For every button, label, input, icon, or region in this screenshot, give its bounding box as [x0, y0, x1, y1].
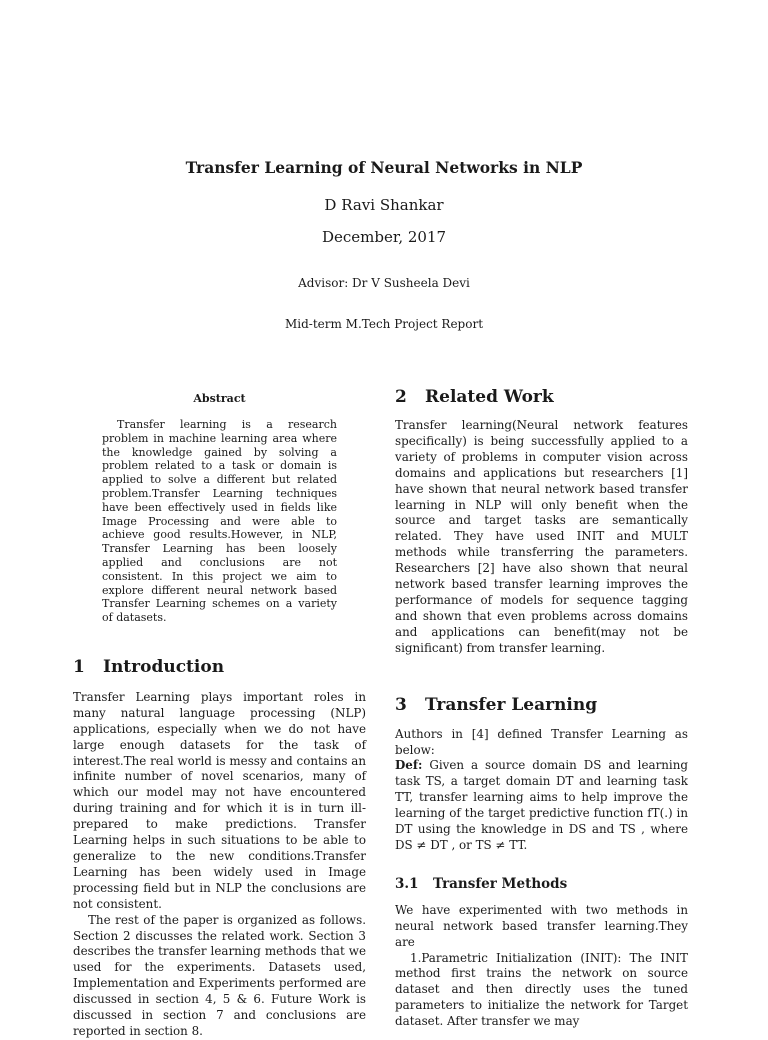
section-number: 3	[395, 694, 407, 715]
section-title: Transfer Learning	[425, 694, 598, 715]
transfer-learning-intro: Authors in [4] defined Transfer Learning as below:	[395, 726, 688, 757]
abstract-text: Transfer learning is a research problem in machine learning area where the knowledge gained by solving a problem related to a task or domain is applied to solve a different but related problem.Transfer Learning techniques have been effectively used in fields like Image Processing and were able to achieve good results.However, in NLP, Transfer Learning has been loosely applied and conclusions are not consistent. In this project we aim to explore different neural network based Transfer Learning schemes on a variety of datasets.	[102, 418, 337, 625]
left-column	[73, 392, 366, 1040]
section-number: 1	[73, 656, 85, 677]
definition-label: Def:	[395, 758, 423, 773]
abstract	[73, 392, 366, 625]
paper-title: Transfer Learning of Neural Networks in NLP	[185, 158, 583, 177]
subsection-title: Transfer Methods	[433, 875, 568, 892]
introduction-paragraph-1: Transfer Learning plays important roles in many natural language processing (NLP) applications, especially when we do not have large enough datasets for the task of interest.The real world is messy and contains an infinite number of novel scenarios, many of which our model may not have encountered during training and for which it is in turn ill-prepared to make predictions. Transfer Learning helps in such situations to be able to generalize to the new conditions.Transfer Learning has been widely used in Image processing field but in NLP the conclusions are not consistent.	[73, 689, 366, 911]
subsection-number: 3.1	[395, 875, 419, 892]
report-type: Mid-term M.Tech Project Report	[284, 317, 484, 331]
section-heading-introduction	[73, 657, 366, 677]
transfer-methods-paragraph-2: 1.Parametric Initialization (INIT): The INIT method first trains the network on source dataset and then directly uses the tuned parameters to initialize the network for Target dataset. After transfer we may	[395, 950, 688, 1029]
section-title: Related Work	[425, 387, 554, 407]
definition-paragraph	[395, 758, 688, 853]
definition-text: Given a source domain DS and learning task TS, a target domain DT and learning task TT, transfer learning aims to help improve the learning of the target predictive function fT(.) in DT using the knowledge in DS and TS , where DS ≠ DT , or TS ≠ TT.	[395, 758, 688, 852]
transfer-methods-paragraph-1: We have experimented with two methods in neural network based transfer learning.They are	[395, 902, 688, 949]
paper-date: December, 2017	[321, 228, 447, 246]
abstract-heading: Abstract	[193, 392, 246, 405]
section-heading-related-work	[395, 387, 688, 407]
section-number: 2	[395, 387, 407, 407]
paper-advisor: Advisor: Dr V Susheela Devi	[298, 276, 470, 290]
introduction-paragraph-2: The rest of the paper is organized as follows. Section 2 discusses the related work. Section 3 describes the transfer learning methods that we used for the experiments. Datasets used, Implementation and Experiments performed are discussed in section 4, 5 & 6. Future Work is discussed in section 7 and conclusions are reported in section 8.	[73, 912, 366, 1038]
subsection-heading-transfer-methods	[395, 876, 688, 892]
section-title: Introduction	[103, 656, 225, 677]
right-column	[395, 387, 688, 1030]
related-work-paragraph-1: Transfer learning(Neural network features specifically) is being successfully applied to a variety of problems in computer vision across domains and applications but researchers [1] have shown that neural network based transfer learning in NLP will only benefit when the source and target tasks are semantically related. They have used INIT and MULT methods while transferring the parameters. Researchers [2] have also shown that neural network based transfer learning improves the performance of models for sequence tagging and shown that even problems across domains and applications can benefit(may not be significant) from transfer learning.	[395, 418, 688, 655]
section-heading-transfer-learning	[395, 695, 688, 715]
paper-author: D Ravi Shankar	[324, 196, 444, 214]
